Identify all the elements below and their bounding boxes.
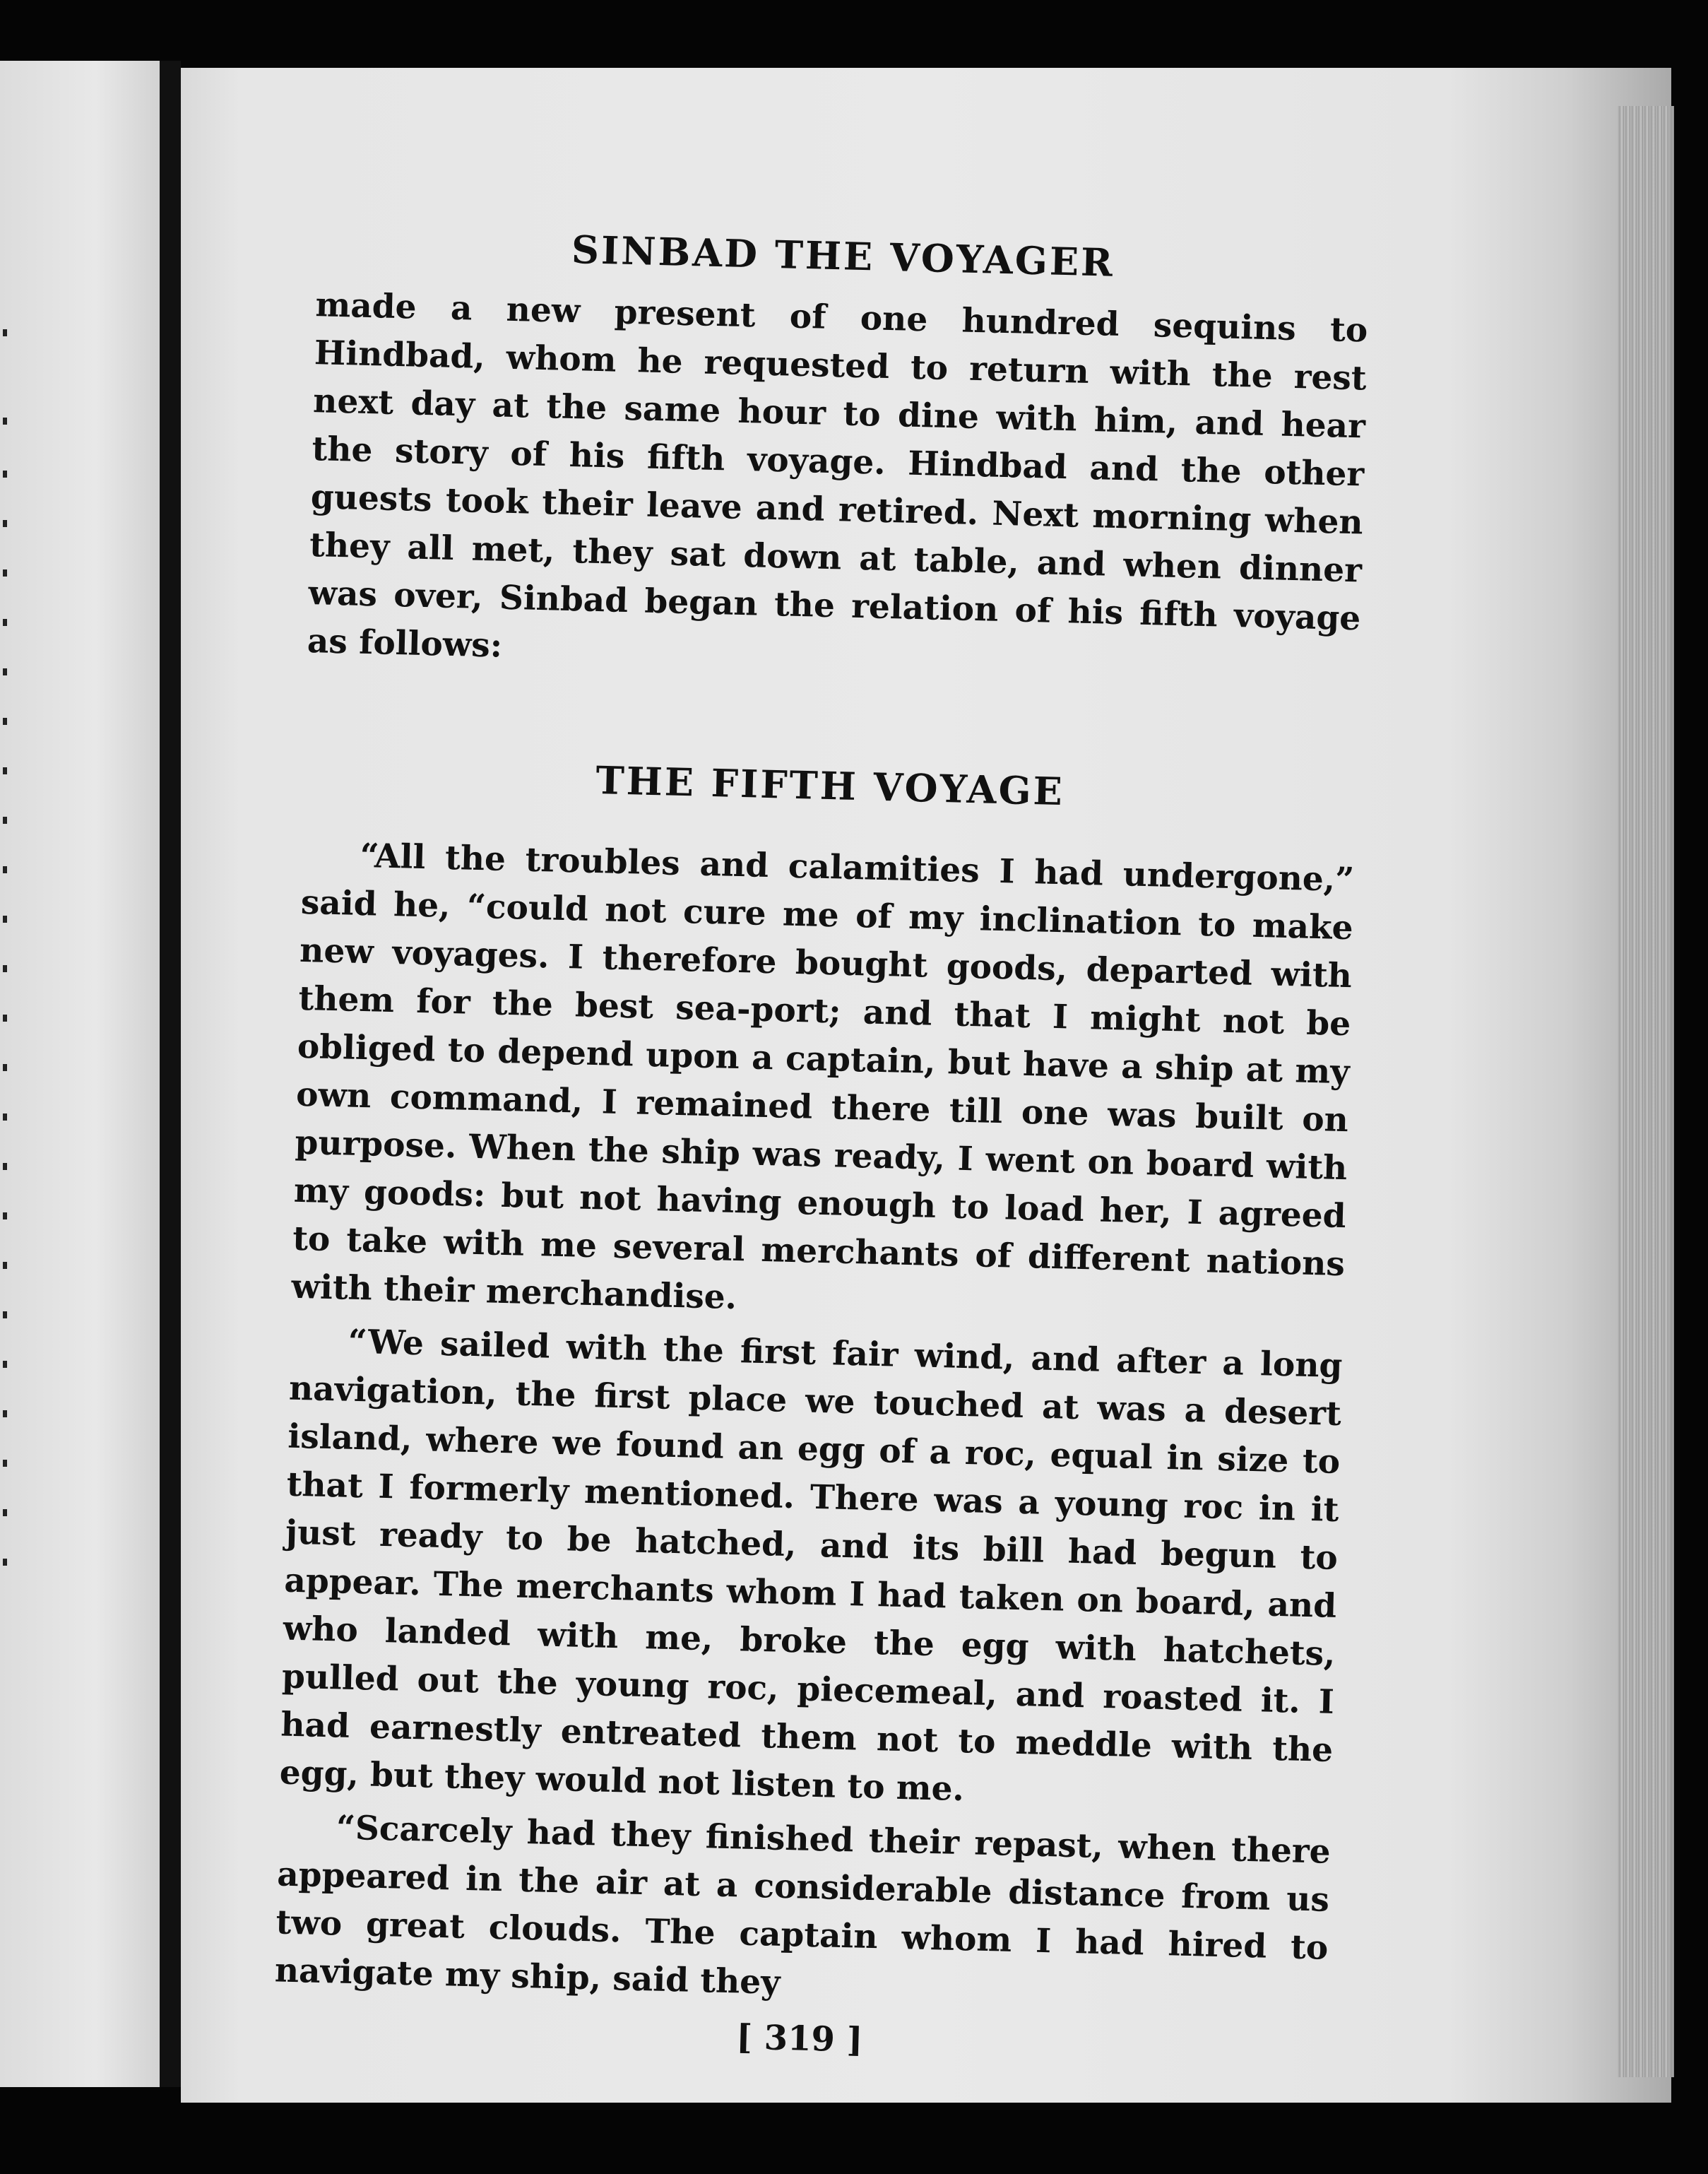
page-text-block bbox=[273, 220, 1370, 2073]
body-paragraph: “We sailed with the first fair wind, and after a long navigation, the first place we touched at was a desert island, where we found an egg of a roc, equal in size to that I formerly mentioned. There was a young roc in it just ready to be hatched, and its bill had begun to appear. The merchants whom I had taken on board, and who landed with me, broke the egg with hatchets, pulled out the young roc, piecemeal, and roasted it. I had earnestly entreated them not to meddle with the egg, but they would not listen to me. bbox=[279, 1322, 1344, 1809]
facing-page-mark bbox=[3, 1064, 7, 1071]
facing-page-mark bbox=[3, 668, 7, 675]
body-paragraph: “Scarcely had they finished their repast, when there appeared in the air at a considerable distance from us two great clouds. The captain whom I had hired to navigate my ship, said they bbox=[274, 1808, 1332, 2002]
page-edge-stack bbox=[1618, 106, 1674, 2077]
facing-page-mark bbox=[3, 520, 7, 527]
facing-page-edge bbox=[0, 61, 160, 2087]
facing-page-mark bbox=[3, 1509, 7, 1516]
running-head: SINBAD THE VOYAGER bbox=[571, 226, 1115, 285]
facing-page-mark bbox=[3, 1113, 7, 1121]
facing-page-mark bbox=[3, 817, 7, 824]
facing-page-mark bbox=[3, 767, 7, 774]
opening-paragraph: made a new present of one hundred sequins to Hindbad, whom he requested to return with the rest next day at the same hour to dine with him, and hear the story of his fifth voyage. Hindbad and the other guests took their leave and retired. Next morning when they all met, they sat down at table, and when dinner was over, Sinbad began the relation of his fifth voyage as follows: bbox=[307, 285, 1368, 666]
page-number: [ 319 ] bbox=[735, 2017, 864, 2060]
facing-page-mark bbox=[3, 1262, 7, 1269]
body-paragraph: “All the troubles and calamities I had undergone,” said he, “could not cure me of my inclination to make new voyages. I therefore bought goods, departed with them for the best sea-port; and that I might not be obliged to depend upon a captain, but have a ship at my own command, I remained there till one was built on purpose. When the ship was ready, I went on board with my goods: but not having enough to load her, I agreed to take with me several merchants of different nations with their merchandise. bbox=[290, 836, 1355, 1318]
book-gutter bbox=[160, 61, 181, 2087]
facing-page-mark bbox=[3, 1361, 7, 1368]
facing-page-mark bbox=[3, 965, 7, 972]
facing-page-mark bbox=[3, 569, 7, 577]
facing-page-mark bbox=[3, 866, 7, 873]
facing-page-mark bbox=[3, 1460, 7, 1467]
facing-page-mark bbox=[3, 418, 7, 425]
facing-page-mark bbox=[3, 1410, 7, 1417]
facing-page-mark bbox=[3, 916, 7, 923]
facing-page-mark bbox=[3, 471, 7, 478]
facing-page-mark bbox=[3, 1015, 7, 1022]
facing-page-mark bbox=[3, 329, 7, 336]
section-title: THE FIFTH VOYAGE bbox=[595, 757, 1065, 815]
facing-page-mark bbox=[3, 1559, 7, 1566]
facing-page-mark bbox=[3, 1163, 7, 1170]
facing-page-mark bbox=[3, 718, 7, 725]
facing-page-mark bbox=[3, 1212, 7, 1219]
facing-page-mark bbox=[3, 619, 7, 626]
facing-page-mark bbox=[3, 1311, 7, 1318]
